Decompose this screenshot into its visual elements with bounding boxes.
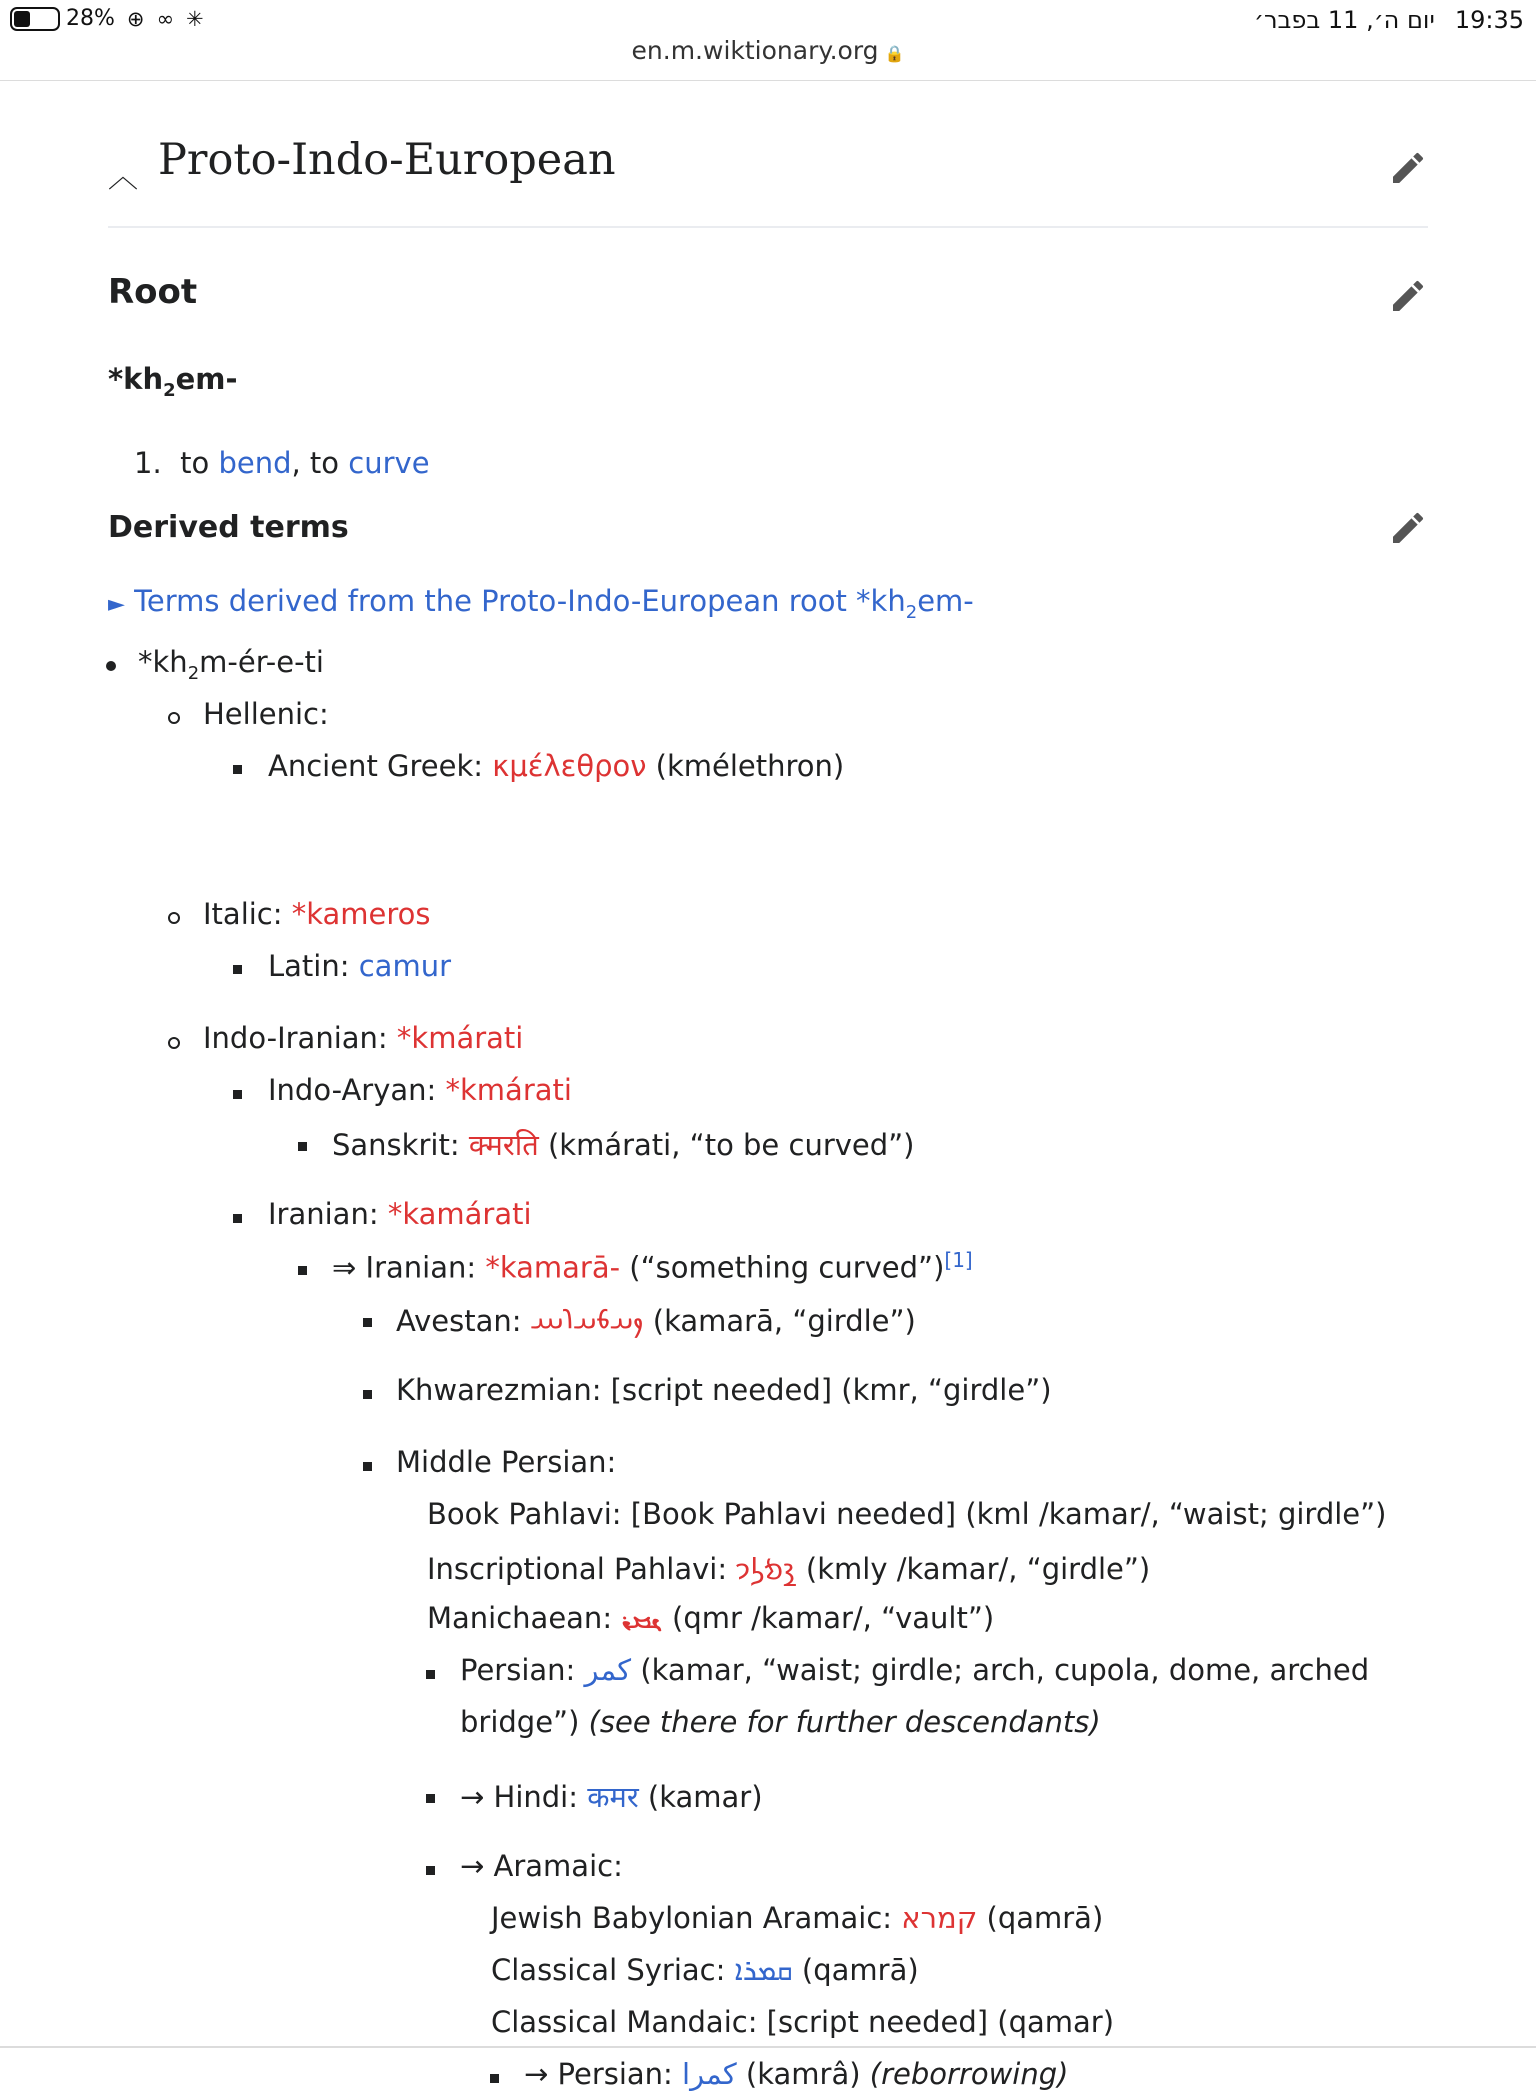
battery-icon — [10, 7, 60, 31]
section-title: Proto-Indo-European — [158, 135, 616, 185]
battery-level: 28% — [66, 6, 115, 31]
list-item: Indo-Aryan: *kmárati — [268, 1073, 572, 1107]
status-bar — [0, 0, 1536, 81]
bullet-icon — [168, 1037, 180, 1049]
edit-pencil-icon[interactable] — [1388, 148, 1428, 188]
link-kmelethron[interactable]: κμέλεθρον — [492, 749, 647, 783]
list-item: $*kh_2m-ér-e-ti$ — [138, 645, 324, 684]
bullet-icon — [233, 965, 242, 974]
link-kmarati[interactable]: *kmárati — [396, 1021, 524, 1055]
definition-item: 1. to bend, to curve — [134, 446, 430, 480]
chevron-up-icon[interactable]: ︿ — [108, 160, 138, 195]
list-item: → Aramaic: — [460, 1849, 623, 1883]
status-right — [1254, 6, 1524, 34]
link-icon: ∞ — [156, 6, 175, 31]
lemma: $*kh_2em-$ — [108, 362, 238, 401]
expand-arrow-icon[interactable]: ► — [108, 592, 125, 617]
loading-icon: ✳ — [186, 6, 204, 31]
link-persian-kamra[interactable]: کمرا — [682, 2057, 737, 2091]
list-item: Italic: *kameros — [203, 897, 431, 931]
list-item: Khwarezmian: [script needed] (kmr, “girdle”) — [396, 1373, 1052, 1407]
bullet-icon — [426, 1794, 435, 1803]
link-sanskrit[interactable]: क्मरति — [468, 1128, 539, 1162]
link-syriac[interactable]: ܩܡܪܐ — [734, 1953, 793, 1987]
link-bend[interactable]: bend — [218, 446, 292, 480]
status-date: יום ה׳, 11 בפבר׳ — [1254, 6, 1435, 34]
bullet-icon — [168, 712, 180, 724]
list-item: Ancient Greek: κμέλεθρον (kmélethron) — [268, 749, 845, 783]
bullet-icon — [363, 1390, 372, 1399]
list-item: Middle Persian: — [396, 1445, 617, 1479]
list-item: Iranian: *kamárati — [268, 1197, 532, 1231]
root-heading: Root — [108, 272, 198, 312]
bullet-icon — [233, 1090, 242, 1099]
list-item: ⇒ Iranian: *kamarā- (“something curved”)[1] — [332, 1248, 973, 1285]
link-camur[interactable]: camur — [358, 949, 452, 983]
section-header[interactable] — [108, 80, 1428, 228]
list-item: Classical Mandaic: [script needed] (qamar) — [491, 2005, 1115, 2039]
edit-pencil-icon[interactable] — [1388, 276, 1428, 316]
link-manichaean[interactable]: 𐫗𐫖𐫡 — [621, 1601, 663, 1635]
bullet-icon — [233, 1214, 242, 1223]
list-item: Classical Syriac: ܩܡܪܐ (qamrā) — [491, 1953, 919, 1987]
bullet-icon — [233, 765, 242, 774]
status-time: 19:35 — [1454, 6, 1524, 34]
bullet-icon — [298, 1266, 307, 1275]
link-avestan[interactable]: 𐬐𐬀𐬨𐬀𐬭𐬁 — [530, 1304, 644, 1338]
link-insc-pahlavi[interactable]: 𐭪𐭬𐭫𐭩 — [736, 1552, 797, 1586]
list-item: → Persian: کمرا (kamrâ) (reborrowing) — [524, 2057, 1069, 2091]
link-curve[interactable]: curve — [348, 446, 430, 480]
list-item: Latin: camur — [268, 949, 452, 983]
list-item: Manichaean: 𐫗𐫖𐫡 (qmr /kamar/, “vault”) — [427, 1601, 995, 1635]
bullet-icon — [106, 661, 116, 671]
link-persian-kamar[interactable]: کمر — [584, 1653, 632, 1687]
bullet-icon — [168, 912, 180, 924]
list-item-continued: bridge”) (see there for further descendants) — [460, 1705, 1101, 1739]
link-kamara[interactable]: *kamarā- — [485, 1250, 621, 1285]
bullet-icon — [490, 2074, 499, 2083]
bullet-icon — [363, 1462, 372, 1471]
list-item: Book Pahlavi: [Book Pahlavi needed] (kml /kamar/, “waist; girdle”) — [427, 1497, 1387, 1531]
derived-terms-toggle[interactable]: ► Terms derived from the Proto-Indo-European root $*kh_2em-$ — [108, 584, 974, 623]
list-item: Jewish Babylonian Aramaic: קמרא (qamrā) — [491, 1901, 1104, 1935]
list-item: → Hindi: कमर (kamar) — [460, 1780, 763, 1814]
edit-pencil-icon[interactable] — [1388, 508, 1428, 548]
link-jba[interactable]: קמרא — [901, 1901, 978, 1935]
link-kamarati[interactable]: *kamárati — [387, 1197, 532, 1231]
list-item: Avestan: 𐬐𐬀𐬨𐬀𐬭𐬁 (kamarā, “girdle”) — [396, 1304, 916, 1338]
lock-icon: 🔒 — [884, 44, 905, 63]
link-kmarati-ia[interactable]: *kmárati — [445, 1073, 572, 1107]
url-text[interactable]: en.m.wiktionary.org — [631, 36, 879, 65]
derived-terms-heading: Derived terms — [108, 510, 349, 545]
bullet-icon — [298, 1142, 307, 1151]
article-content — [108, 80, 1428, 2091]
reference-link[interactable]: [1] — [944, 1248, 973, 1272]
address-bar[interactable] — [0, 36, 1536, 65]
link-hindi-kamar[interactable]: कमर — [587, 1780, 639, 1814]
orientation-lock-icon: ⊕ — [126, 6, 145, 31]
bullet-icon — [426, 1670, 435, 1679]
list-item: Sanskrit: क्मरति (kmárati, “to be curved”) — [332, 1128, 915, 1162]
link-kameros[interactable]: *kameros — [291, 897, 431, 931]
bullet-icon — [426, 1866, 435, 1875]
bullet-icon — [363, 1318, 372, 1327]
list-item: Indo-Iranian: *kmárati — [203, 1021, 524, 1055]
list-item: Inscriptional Pahlavi: 𐭪𐭬𐭫𐭩 (kmly /kamar/, “girdle”) — [427, 1552, 1151, 1586]
status-left — [10, 6, 204, 31]
list-item: Hellenic: — [203, 697, 329, 731]
list-item: Persian: کمر (kamar, “waist; girdle; arch, cupola, dome, arched — [460, 1653, 1370, 1687]
